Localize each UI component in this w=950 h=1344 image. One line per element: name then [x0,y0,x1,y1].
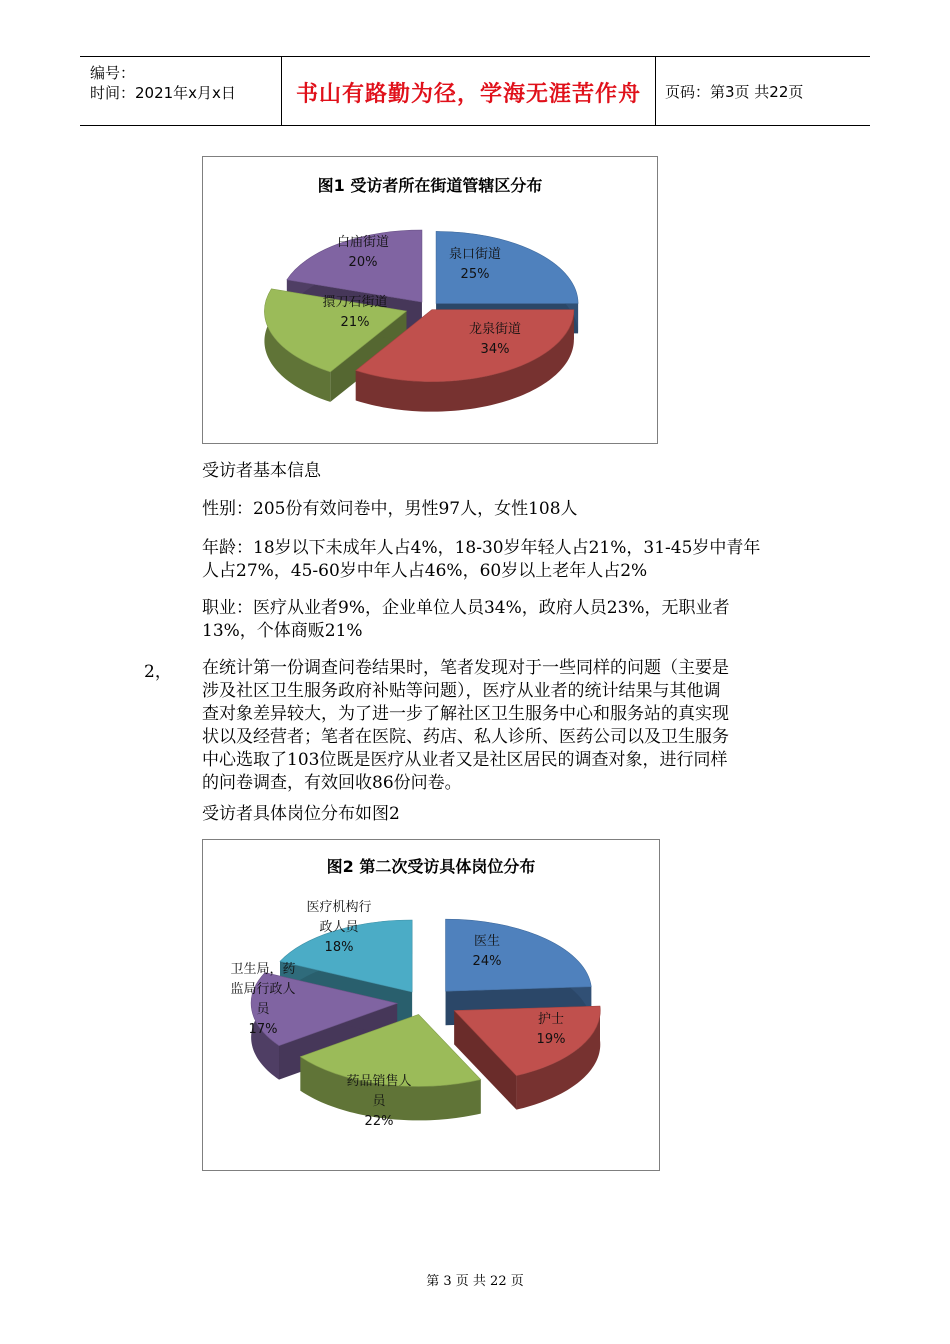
pie-percent-label: 20% [348,255,378,270]
gender-line: 性别：205份有效问卷中，男性97人，女性108人 [202,499,578,519]
pie-percent-label: 17% [248,1022,278,1037]
pie-category-label: 卫生局，药 [230,962,296,977]
pie-category-label: 监局行政人 [230,982,296,997]
pie-category-label: 擐刀石街道 [322,295,388,310]
header-divider [655,57,656,125]
chart1-title: 图1 受访者所在街道管辖区分布 [317,176,543,195]
pie-category-label: 药品销售人 [346,1074,412,1089]
pie-percent-label: 25% [460,267,490,282]
age-paragraph [202,537,812,583]
pie-category-label: 员 [256,1002,270,1017]
list-number: 2， [144,662,172,682]
basic-info-heading: 受访者基本信息 [202,461,321,481]
job-line-2: 13%，个体商贩21% [202,621,363,641]
survey-line: 的问卷调查，有效回收86份问卷。 [202,773,462,793]
pie-slice-top [436,231,578,303]
pie-category-label: 医生 [473,934,501,949]
page-footer: 第 3 页 共 22 页 [426,1274,524,1289]
chart2-pie [203,840,659,1170]
doc-time-label: 时间：2021年x月x日 [90,84,236,102]
chart1-pie [203,157,657,443]
pie-percent-label: 19% [536,1032,566,1047]
pie-percent-label: 22% [364,1114,394,1129]
age-line-2: 人占27%，45-60岁中年人占46%，60岁以上老年人占2% [202,561,648,581]
survey-line: 中心选取了103位既是医疗从业者又是社区居民的调查对象，进行同样 [202,750,728,770]
chart2-title: 图2 第二次受访具体岗位分布 [326,857,536,876]
chart1-box [202,156,658,444]
pie-percent-label: 24% [472,954,502,969]
header-motto: 书山有路勤为径，学海无涯苦作舟 [295,82,641,107]
survey-line: 查对象差异较大，为了进一步了解社区卫生服务中心和服务站的真实现 [202,704,729,724]
job-line-1: 职业：医疗从业者9%，企业单位人员34%，政府人员23%，无职业者 [202,598,730,618]
doc-number-label: 编号： [90,64,136,82]
pie-category-label: 医疗机构行 [306,900,372,915]
survey-line: 涉及社区卫生服务政府补贴等问题），医疗从业者的统计结果与其他调 [202,681,721,701]
pie-slice-top [446,919,592,991]
header-page-number: 页码：第3页 共22页 [665,83,804,101]
pie-category-label: 政人员 [319,920,359,935]
pie-category-label: 白庙街道 [336,235,390,250]
pie-percent-label: 18% [324,940,354,955]
pie-percent-label: 34% [480,342,510,357]
pie-percent-label: 21% [340,315,370,330]
header-meta [90,63,236,103]
survey-line: 在统计第一份调查问卷结果时，笔者发现对于一些同样的问题（主要是 [202,658,729,678]
pie-category-label: 护士 [537,1012,565,1027]
pie-category-label: 龙泉街道 [468,322,522,337]
survey-line: 状以及经营者；笔者在医院、药店、私人诊所、医药公司以及卫生服务 [202,727,729,747]
age-line-1: 年龄：18岁以下未成年人占4%，18-30岁年轻人占21%，31-45岁中青年 [202,538,761,558]
job-paragraph [202,597,812,643]
chart2-box [202,839,660,1171]
pie-category-label: 员 [372,1094,386,1109]
fig2-intro: 受访者具体岗位分布如图2 [202,804,400,824]
page-header [80,56,870,126]
survey-paragraph [202,657,812,795]
pie-category-label: 泉口街道 [448,247,502,262]
